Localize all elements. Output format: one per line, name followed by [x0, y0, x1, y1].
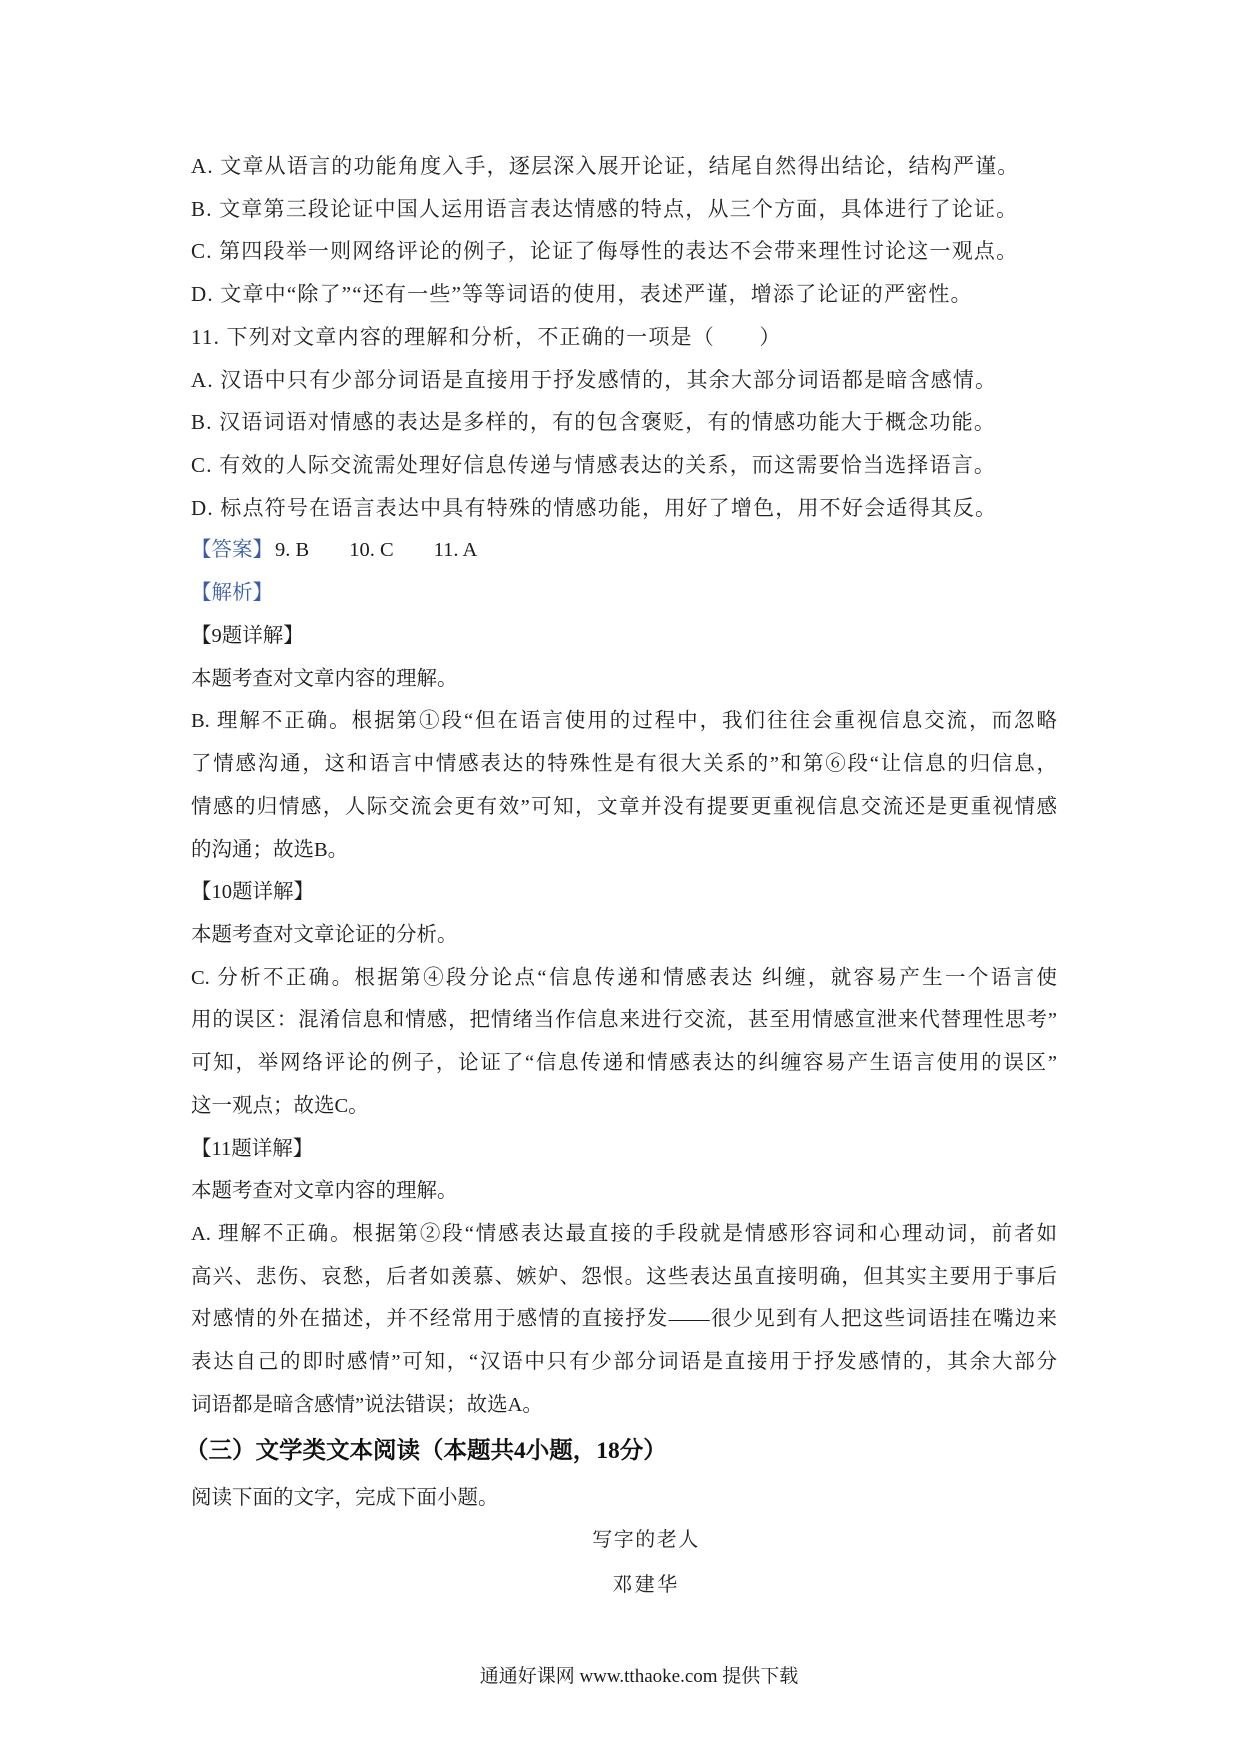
story-title: 写字的老人 [592, 1529, 700, 1551]
answer-item-9: 9. B [275, 539, 310, 562]
detail-9-line: B. 理解不正确。根据第①段“但在语言使用的过程中，我们往往会重视信息交流，而忽略 [191, 710, 1057, 733]
q11-option-c: C. 有效的人际交流需处理好信息传递与情感表达的关系，而这需要恰当选择语言。 [191, 453, 997, 478]
q10-option-c: C. 第四段举一则网络评论的例子，论证了侮辱性的表达不会带来理性讨论这一观点。 [191, 239, 1019, 264]
detail-9-line: 情感的归情感，人际交流会更有效”可知，文章并没有提要更重视信息交流还是更重视情感 [191, 795, 1057, 818]
answer-line [191, 529, 1057, 572]
detail-11-line-last: 词语都是暗含感情”说法错误；故选A。 [191, 1393, 543, 1416]
detail-11-intro: 本题考查对文章内容的理解。 [191, 1180, 458, 1203]
page-footer: 通通好课网 www.tthaoke.com 提供下载 [479, 1666, 799, 1687]
detail-10-line: 用的误区：混淆信息和情感，把情绪当作信息来进行交流，甚至用情感宣泄来代替理性思考” [191, 1009, 1057, 1032]
q11-option-a: A. 汉语中只有少部分词语是直接用于抒发感情的，其余大部分词语都是暗含感情。 [191, 367, 998, 392]
q10-option-b: B. 文章第三段论证中国人运用语言表达情感的特点，从三个方面，具体进行了论证。 [191, 196, 1019, 221]
detail-11-line: 对感情的外在描述，并不经常用于感情的直接抒发——很少见到有人把这些词语挂在嘴边来 [191, 1308, 1057, 1331]
q11-option-d: D. 标点符号在语言表达中具有特殊的情感功能，用好了增色，用不好会适得其反。 [191, 495, 998, 520]
detail-11-line: 高兴、悲伤、哀愁，后者如羡慕、嫉妒、怨恨。这些表达虽直接明确，但其实主要用于事后 [191, 1265, 1057, 1288]
q11-stem: 11. 下列对文章内容的理解和分析，不正确的一项是（ ） [191, 324, 782, 349]
q10-option-a: A. 文章从语言的功能角度入手，逐层深入展开论证，结尾自然得出结论，结构严谨。 [191, 154, 1020, 178]
main-text-column [191, 145, 1057, 1427]
detail-9-heading: 【9题详解】 [191, 624, 304, 647]
q10-option-d: D. 文章中“除了”“还有一些”等等词语的使用，表述严谨，增添了论证的严密性。 [191, 282, 973, 307]
section-instruction: 阅读下面的文字，完成下面小题。 [191, 1487, 499, 1509]
section-heading: （三）文学类文本阅读（本题共4小题，18分） [185, 1438, 667, 1464]
analysis-label: 【解析】 [191, 582, 273, 605]
detail-11-line: 表达自己的即时感情”可知，“汉语中只有少部分词语是直接用于抒发感情的，其余大部分 [191, 1351, 1057, 1374]
detail-9-line: 了情感沟通，这和语言中情感表达的特殊性是有很大关系的”和第⑥段“让信息的归信息， [191, 753, 1057, 776]
detail-10-intro: 本题考查对文章论证的分析。 [191, 923, 458, 946]
story-author: 邓建华 [612, 1574, 680, 1596]
answer-label: 【答案】 [191, 539, 273, 562]
detail-11-line: A. 理解不正确。根据第②段“情感表达最直接的手段就是情感形容词和心理动词，前者如 [191, 1222, 1057, 1245]
detail-9-line-last: 的沟通；故选B。 [191, 838, 349, 861]
detail-10-line: 可知，举网络评论的例子，论证了“信息传递和情感表达的纠缠容易产生语言使用的误区” [191, 1052, 1057, 1075]
detail-11-heading: 【11题详解】 [191, 1137, 314, 1160]
answer-item-10: 10. C [349, 539, 394, 562]
detail-10-heading: 【10题详解】 [191, 881, 314, 904]
detail-9-intro: 本题考查对文章内容的理解。 [191, 667, 458, 690]
answer-item-11: 11. A [433, 539, 478, 562]
detail-10-line-last: 这一观点；故选C。 [191, 1094, 369, 1117]
detail-10-line: C. 分析不正确。根据第④段分论点“信息传递和情感表达 纠缠，就容易产生一个语言使 [191, 966, 1057, 989]
q11-option-b: B. 汉语词语对情感的表达是多样的，有的包含褒贬，有的情感功能大于概念功能。 [191, 410, 997, 435]
